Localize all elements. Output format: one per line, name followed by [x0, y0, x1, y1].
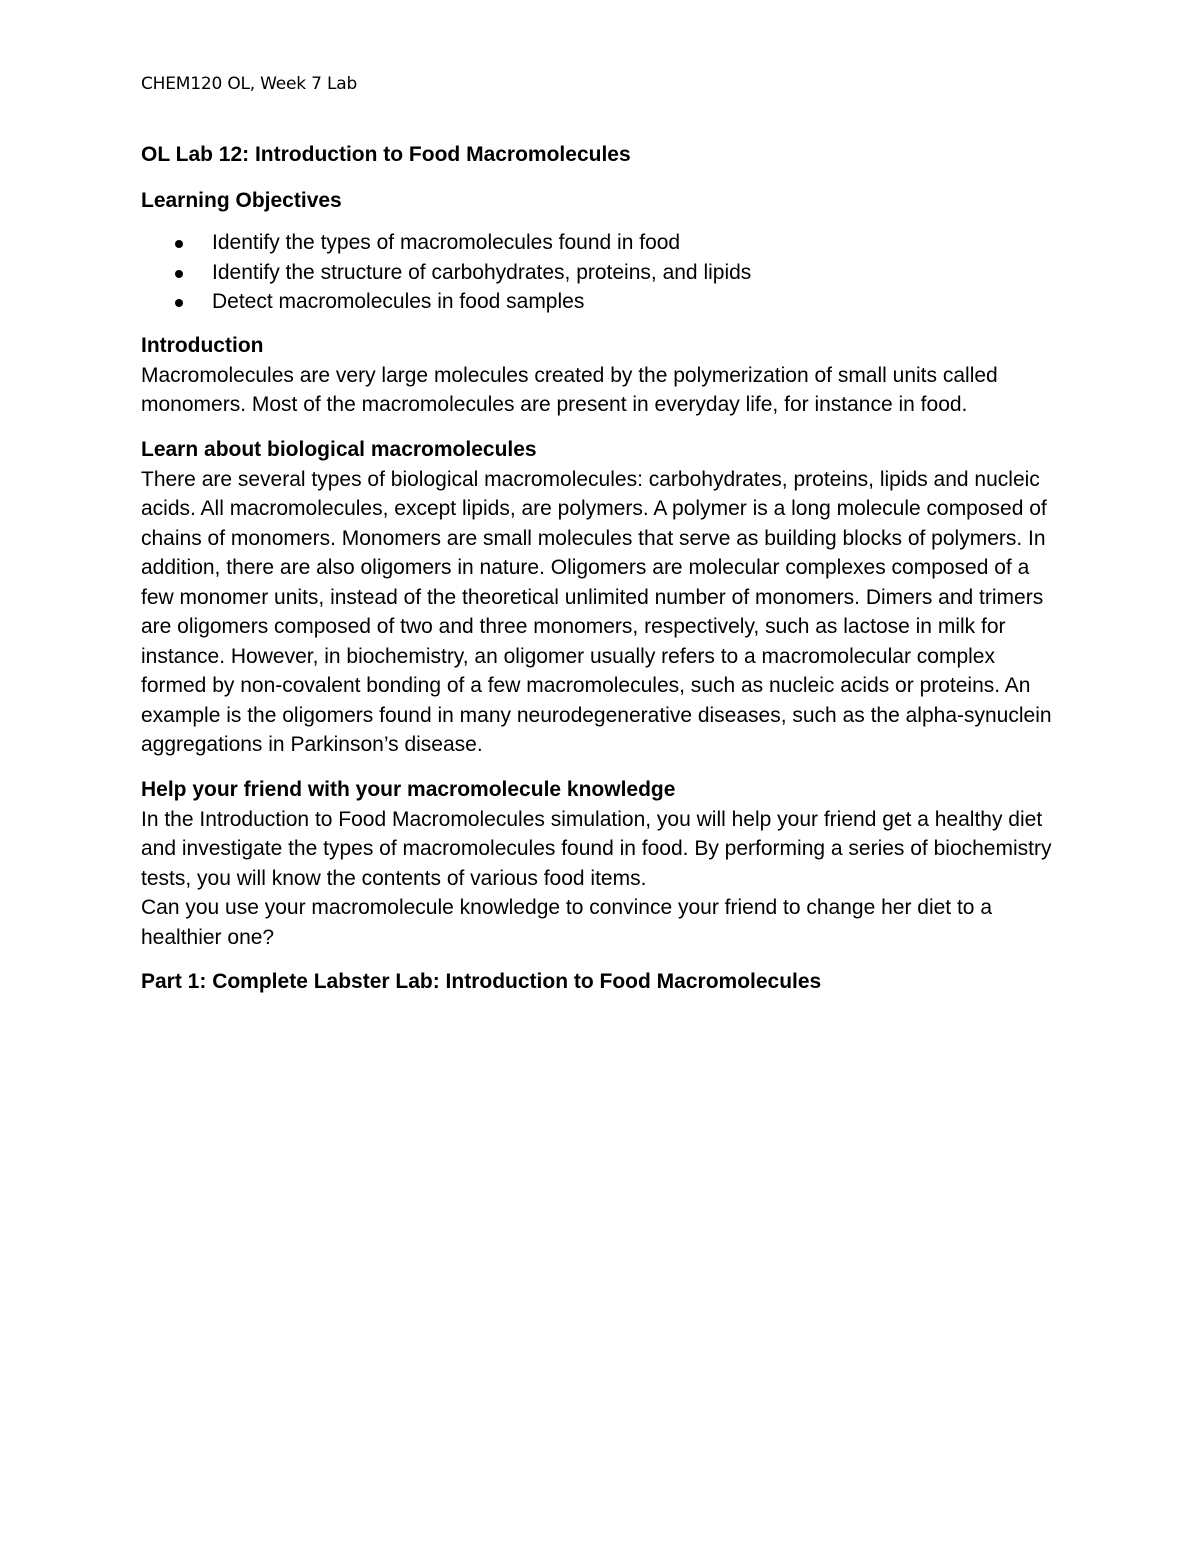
part1-heading: Part 1: Complete Labster Lab: Introduction to Food Macromolecules — [141, 970, 822, 993]
page-header: CHEM120 OL, Week 7 Lab — [141, 74, 358, 94]
help-section — [141, 775, 1066, 953]
help-heading: Help your friend with your macromolecule knowledge — [141, 777, 676, 801]
introduction-section — [141, 331, 1066, 420]
bullet-icon — [175, 270, 183, 278]
help-text: In the Introduction to Food Macromolecules simulation, you will help your friend get a healthy diet and investigate the types of macromolecules found in food. By performing a series of biochemistry tests, you will know the contents of various food items. — [141, 807, 1052, 890]
learning-objectives-heading: Learning Objectives — [141, 189, 342, 212]
list-item — [141, 287, 1066, 317]
list-item-text: Detect macromolecules in food samples — [212, 290, 585, 313]
document-title: OL Lab 12: Introduction to Food Macromolecules — [141, 143, 631, 166]
help-question: Can you use your macromolecule knowledge to convince your friend to change her diet to a healthier one? — [141, 896, 992, 949]
learn-heading: Learn about biological macromolecules — [141, 437, 537, 461]
document-page — [141, 70, 1066, 997]
list-item — [141, 258, 1066, 288]
list-item-text: Identify the types of macromolecules found in food — [212, 231, 681, 254]
learn-section — [141, 435, 1066, 760]
introduction-heading: Introduction — [141, 333, 264, 357]
learning-objectives-list — [141, 228, 1066, 317]
learn-text: There are several types of biological macromolecules: carbohydrates, proteins, lipids and nucleic acids. All macromolecules, except lipids, are polymers. A polymer is a long molecule composed of chains of monomers. Monomers are small molecules that serve as building blocks of polymers. In addition, there are also oligomers in nature. Oligomers are molecular complexes composed of a few monomer units, instead of the theoretical unlimited number of monomers. Dimers and trimers are oligomers composed of two and three monomers, respectively, such as lactose in milk for instance. However, in biochemistry, an oligomer usually refers to a macromolecular complex formed by non-covalent bonding of a few macromolecules, such as nucleic acids or proteins. An example is the oligomers found in many neurodegenerative diseases, such as the alpha-synuclein aggregations in Parkinson’s disease. — [141, 467, 1052, 756]
bullet-icon — [175, 299, 183, 307]
introduction-text: Macromolecules are very large molecules created by the polymerization of small units called monomers. Most of the macromolecules are present in everyday life, for instance in food. — [141, 363, 998, 416]
list-item-text: Identify the structure of carbohydrates, proteins, and lipids — [212, 260, 752, 284]
bullet-icon — [175, 240, 183, 248]
list-item — [141, 228, 1066, 258]
